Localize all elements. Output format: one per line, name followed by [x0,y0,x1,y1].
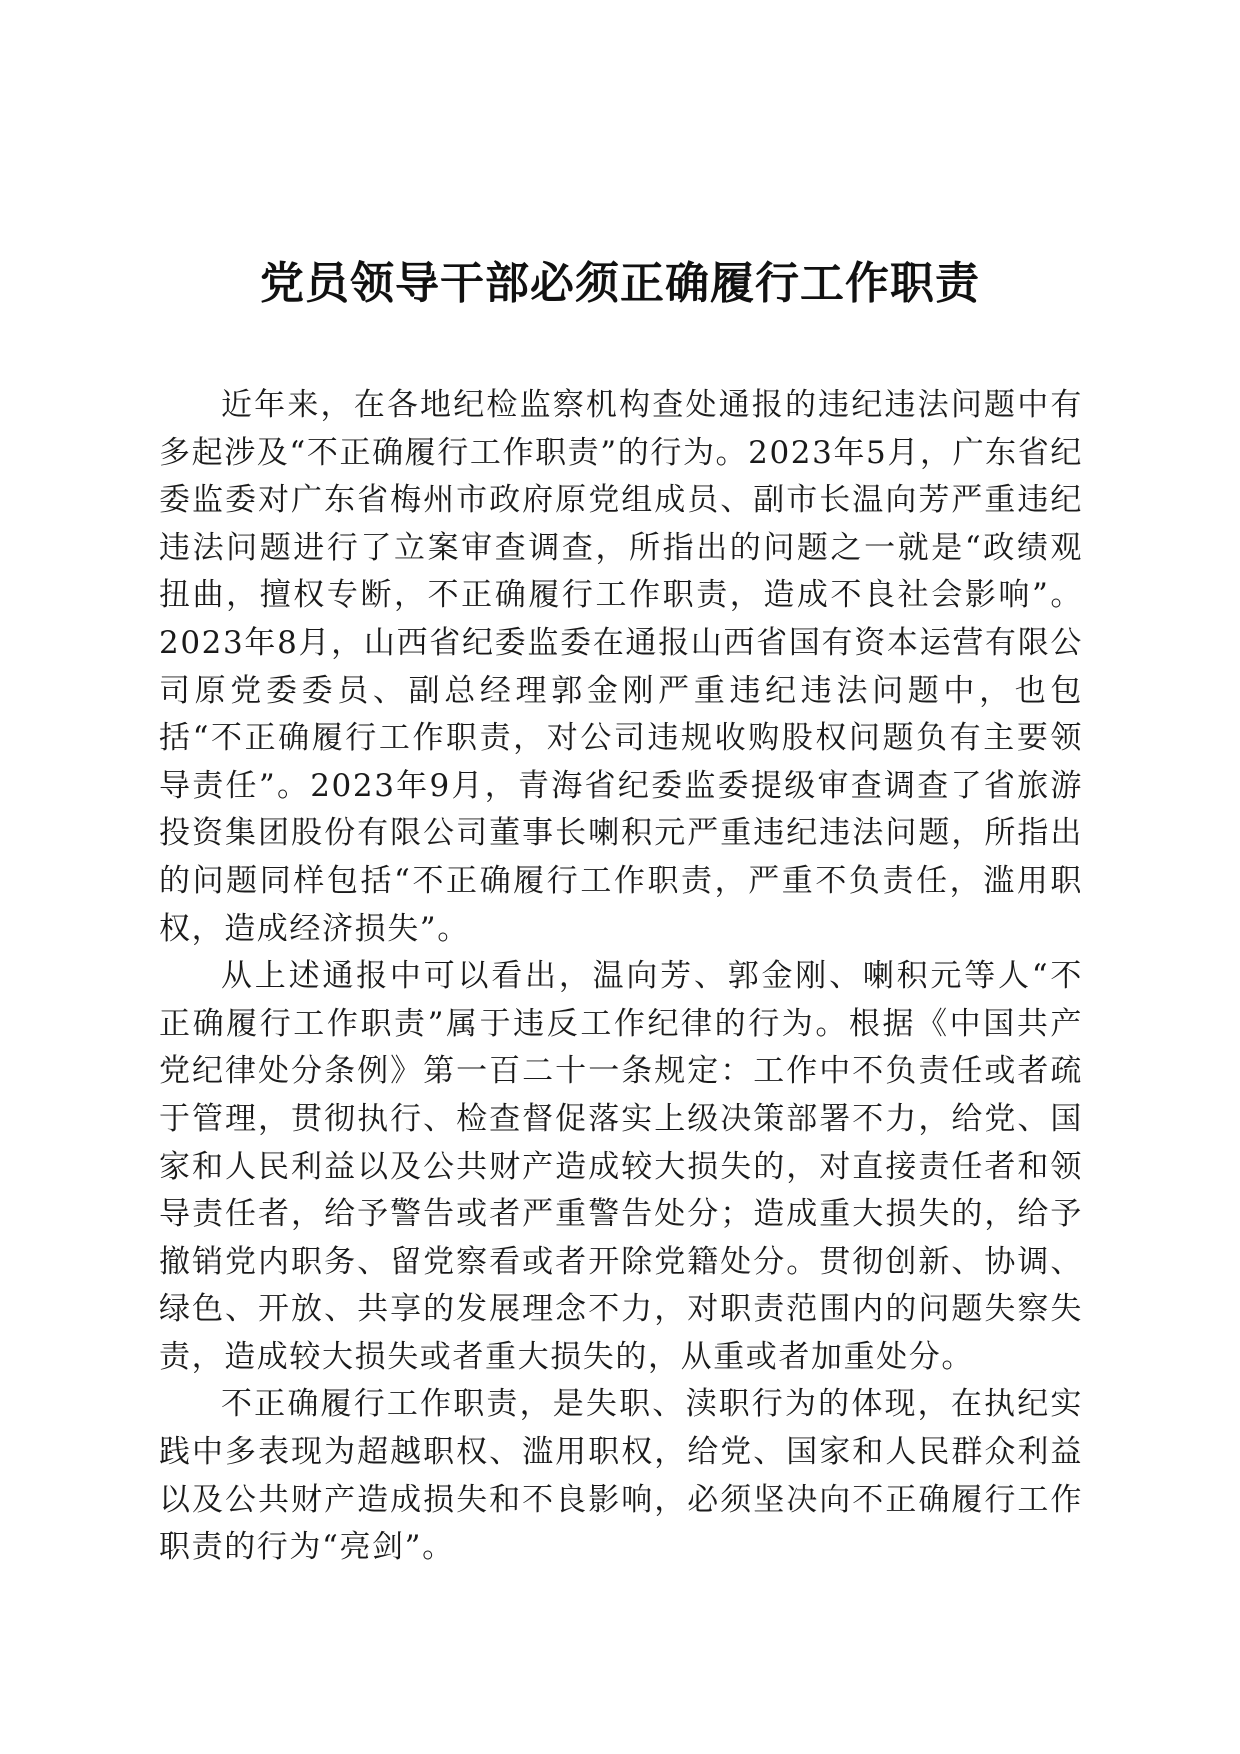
paragraph-3: 不正确履行工作职责，是失职、渎职行为的体现，在执纪实践中多表现为超越职权、滥用职权，给党、国家和人民群众利益以及公共财产造成损失和不良影响，必须坚决向不正确履行工作职责的行为“亮剑”。 [159,1386,1083,1566]
paragraph-2: 从上述通报中可以看出，温向芳、郭金刚、喇积元等人“不正确履行工作职责”属于违反工作纪律的行为。根据《中国共产党纪律处分条例》第一百二十一条规定：工作中不负责任或者疏于管理，贯彻执行、检查督促落实上级决策部署不力，给党、国家和人民利益以及公共财产造成较大损失的，对直接责任者和领导责任者，给予警告或者严重警告处分；造成重大损失的，给予撤销党内职务、留党察看或者开除党籍处分。贯彻创新、协调、绿色、开放、共享的发展理念不力，对职责范围内的问题失察失责，造成较大损失或者重大损失的，从重或者加重处分。 [159,958,1083,1375]
document-body [159,382,1083,1572]
document-title: 党员领导干部必须正确履行工作职责 [260,258,980,309]
paragraph-1: 近年来，在各地纪检监察机构查处通报的违纪违法问题中有多起涉及“不正确履行工作职责”的行为。2023年5月，广东省纪委监委对广东省梅州市政府原党组成员、副市长温向芳严重违纪违法问题进行了立案审查调查，所指出的问题之一就是“政绩观扭曲，擅权专断，不正确履行工作职责，造成不良社会影响”。2023年8月，山西省纪委监委在通报山西省国有资本运营有限公司原党委委员、副总经理郭金刚严重违纪违法问题中，也包括“不正确履行工作职责，对公司违规收购股权问题负有主要领导责任”。2023年9月，青海省纪委监委提级审查调查了省旅游投资集团股份有限公司董事长喇积元严重违纪违法问题，所指出的问题同样包括“不正确履行工作职责，严重不负责任，滥用职权，造成经济损失”。 [159,387,1083,947]
